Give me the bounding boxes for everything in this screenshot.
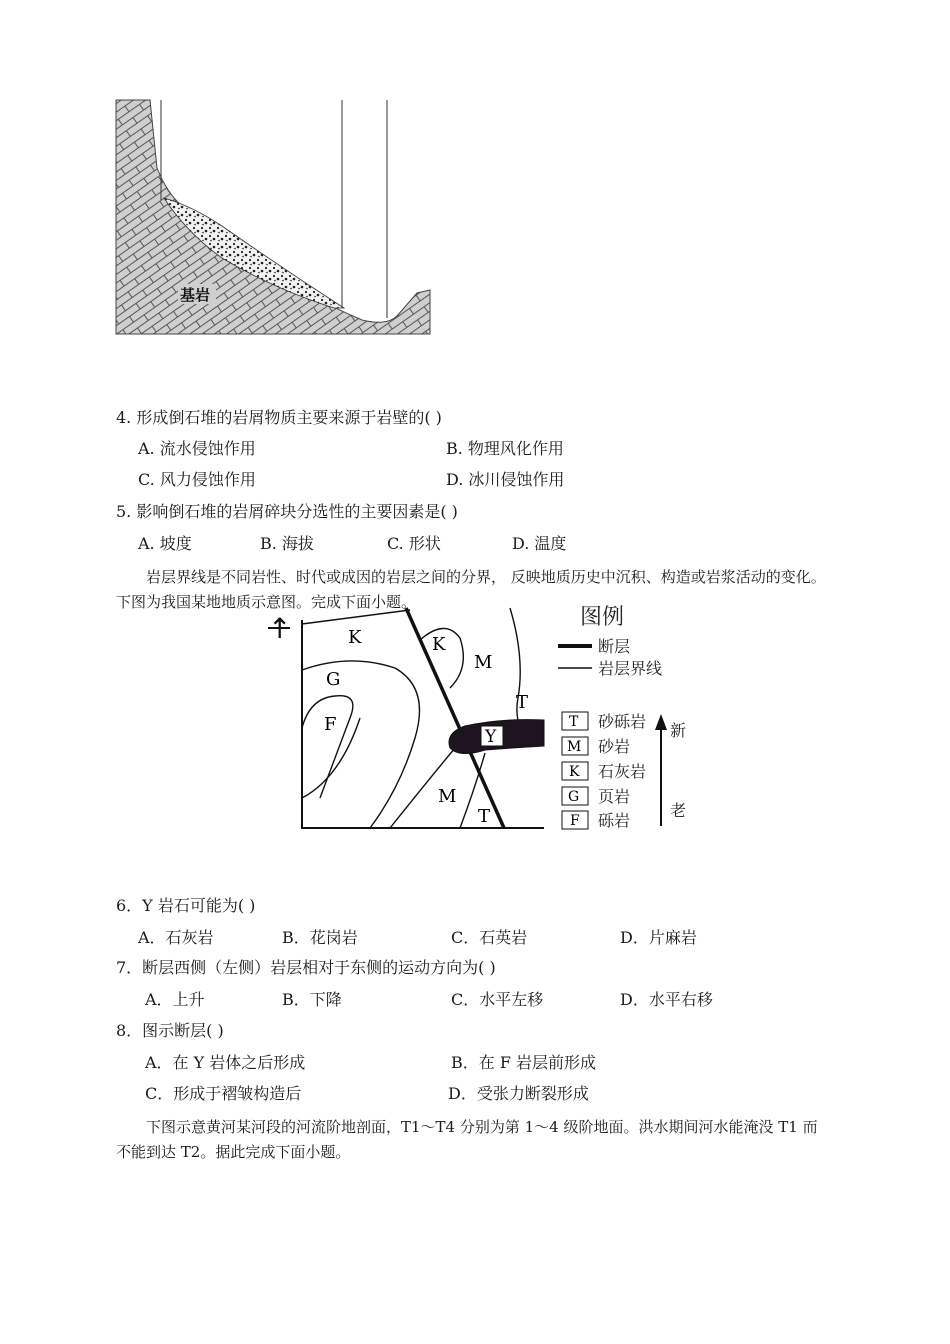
age-new-label: 新 bbox=[670, 721, 687, 740]
intro-paragraph-1: 岩层界线是不同岩性、时代或成因的岩层之间的分界， 反映地质历史中沉积、构造或岩浆活动的变化。下图为我国某地地质示意图。完成下面小题。 bbox=[116, 568, 826, 611]
q6-option-d[interactable]: D．片麻岩 bbox=[620, 928, 697, 947]
q4-option-a[interactable]: A. 流水侵蚀作用 bbox=[138, 439, 256, 458]
q4-option-c[interactable]: C. 风力侵蚀作用 bbox=[138, 470, 256, 489]
bedrock-label: 基岩 bbox=[180, 286, 211, 304]
age-old-label: 老 bbox=[670, 801, 687, 820]
map-label-g: G bbox=[326, 669, 341, 690]
map-label-t-bottom: T bbox=[478, 806, 491, 827]
legend-fault-label: 断层 bbox=[598, 637, 631, 656]
geologic-map-figure bbox=[260, 598, 700, 838]
legend-code-k: K bbox=[569, 764, 580, 780]
boundary-f-g-inner bbox=[302, 696, 353, 798]
legend-name-f: 砾岩 bbox=[598, 811, 631, 830]
age-arrow-head-icon bbox=[655, 714, 667, 730]
map-label-k-left: K bbox=[348, 627, 362, 648]
map-label-y: Y bbox=[485, 727, 497, 747]
legend-code-f: F bbox=[570, 813, 580, 829]
question-4-stem: 4. 形成倒石堆的岩屑物质主要来源于岩壁的( ) bbox=[116, 408, 442, 427]
map-label-m-bottom: M bbox=[438, 786, 457, 807]
q8-option-a[interactable]: A．在 Y 岩体之后形成 bbox=[145, 1053, 306, 1072]
map-label-k-right: K bbox=[432, 634, 446, 655]
question-5-stem: 5. 影响倒石堆的岩屑碎块分选性的主要因素是( ) bbox=[116, 502, 458, 521]
map-label-t-right: T bbox=[516, 692, 529, 713]
q8-option-b[interactable]: B．在 F 岩层前形成 bbox=[451, 1053, 597, 1072]
q7-option-a[interactable]: A．上升 bbox=[145, 990, 205, 1009]
q5-option-b[interactable]: B. 海拔 bbox=[260, 534, 314, 553]
legend-name-t: 砂砾岩 bbox=[598, 712, 647, 731]
legend-rock-t bbox=[562, 712, 646, 731]
top-boundary bbox=[302, 610, 410, 624]
q7-option-b[interactable]: B．下降 bbox=[282, 990, 342, 1009]
legend-title: 图例 bbox=[580, 605, 625, 630]
q5-option-d[interactable]: D. 温度 bbox=[512, 534, 567, 553]
north-arrow-icon: ↑ bbox=[268, 612, 292, 645]
boundary-g-k bbox=[302, 661, 420, 828]
q5-option-a[interactable]: A. 坡度 bbox=[138, 534, 192, 553]
talus-figure bbox=[112, 98, 442, 347]
legend-rock-k bbox=[562, 762, 646, 781]
legend-boundary-label: 岩层界线 bbox=[598, 659, 663, 678]
map-label-m-top: M bbox=[474, 652, 493, 673]
legend-rock-f bbox=[562, 811, 630, 830]
map-label-f: F bbox=[324, 714, 337, 735]
legend-code-m: M bbox=[567, 739, 582, 755]
question-6-stem: 6．Y 岩石可能为( ) bbox=[116, 896, 256, 915]
legend-code-t: T bbox=[569, 714, 579, 730]
q4-option-b[interactable]: B. 物理风化作用 bbox=[446, 439, 564, 458]
q6-option-b[interactable]: B．花岗岩 bbox=[282, 928, 358, 947]
bedrock-shape bbox=[116, 100, 430, 334]
q7-option-d[interactable]: D．水平右移 bbox=[620, 990, 713, 1009]
legend-rock-g bbox=[562, 787, 630, 806]
q6-option-a[interactable]: A．石灰岩 bbox=[138, 928, 214, 947]
geologic-map bbox=[260, 598, 700, 834]
intro-paragraph-2: 下图示意黄河某河段的河流阶地剖面，T1～T4 分别为第 1～4 级阶地面。洪水期间河水能淹没 T1 而不能到达 T2。据此完成下面小题。 bbox=[116, 1118, 818, 1161]
q6-option-c[interactable]: C．石英岩 bbox=[451, 928, 528, 947]
q4-option-d[interactable]: D. 冰川侵蚀作用 bbox=[446, 470, 565, 489]
talus-diagram bbox=[112, 98, 442, 343]
legend-code-g: G bbox=[568, 789, 580, 805]
legend-name-m: 砂岩 bbox=[598, 737, 631, 756]
q7-option-c[interactable]: C．水平左移 bbox=[451, 990, 544, 1009]
q8-option-c[interactable]: C．形成于褶皱构造后 bbox=[145, 1084, 302, 1103]
legend-name-g: 页岩 bbox=[598, 787, 631, 806]
q8-option-d[interactable]: D．受张力断裂形成 bbox=[448, 1084, 589, 1103]
question-7-stem: 7．断层西侧（左侧）岩层相对于东侧的运动方向为( ) bbox=[116, 958, 496, 977]
legend-name-k: 石灰岩 bbox=[598, 762, 647, 781]
question-8-stem: 8．图示断层( ) bbox=[116, 1021, 224, 1040]
legend-rock-m bbox=[562, 737, 630, 756]
q5-option-c[interactable]: C. 形状 bbox=[387, 534, 441, 553]
